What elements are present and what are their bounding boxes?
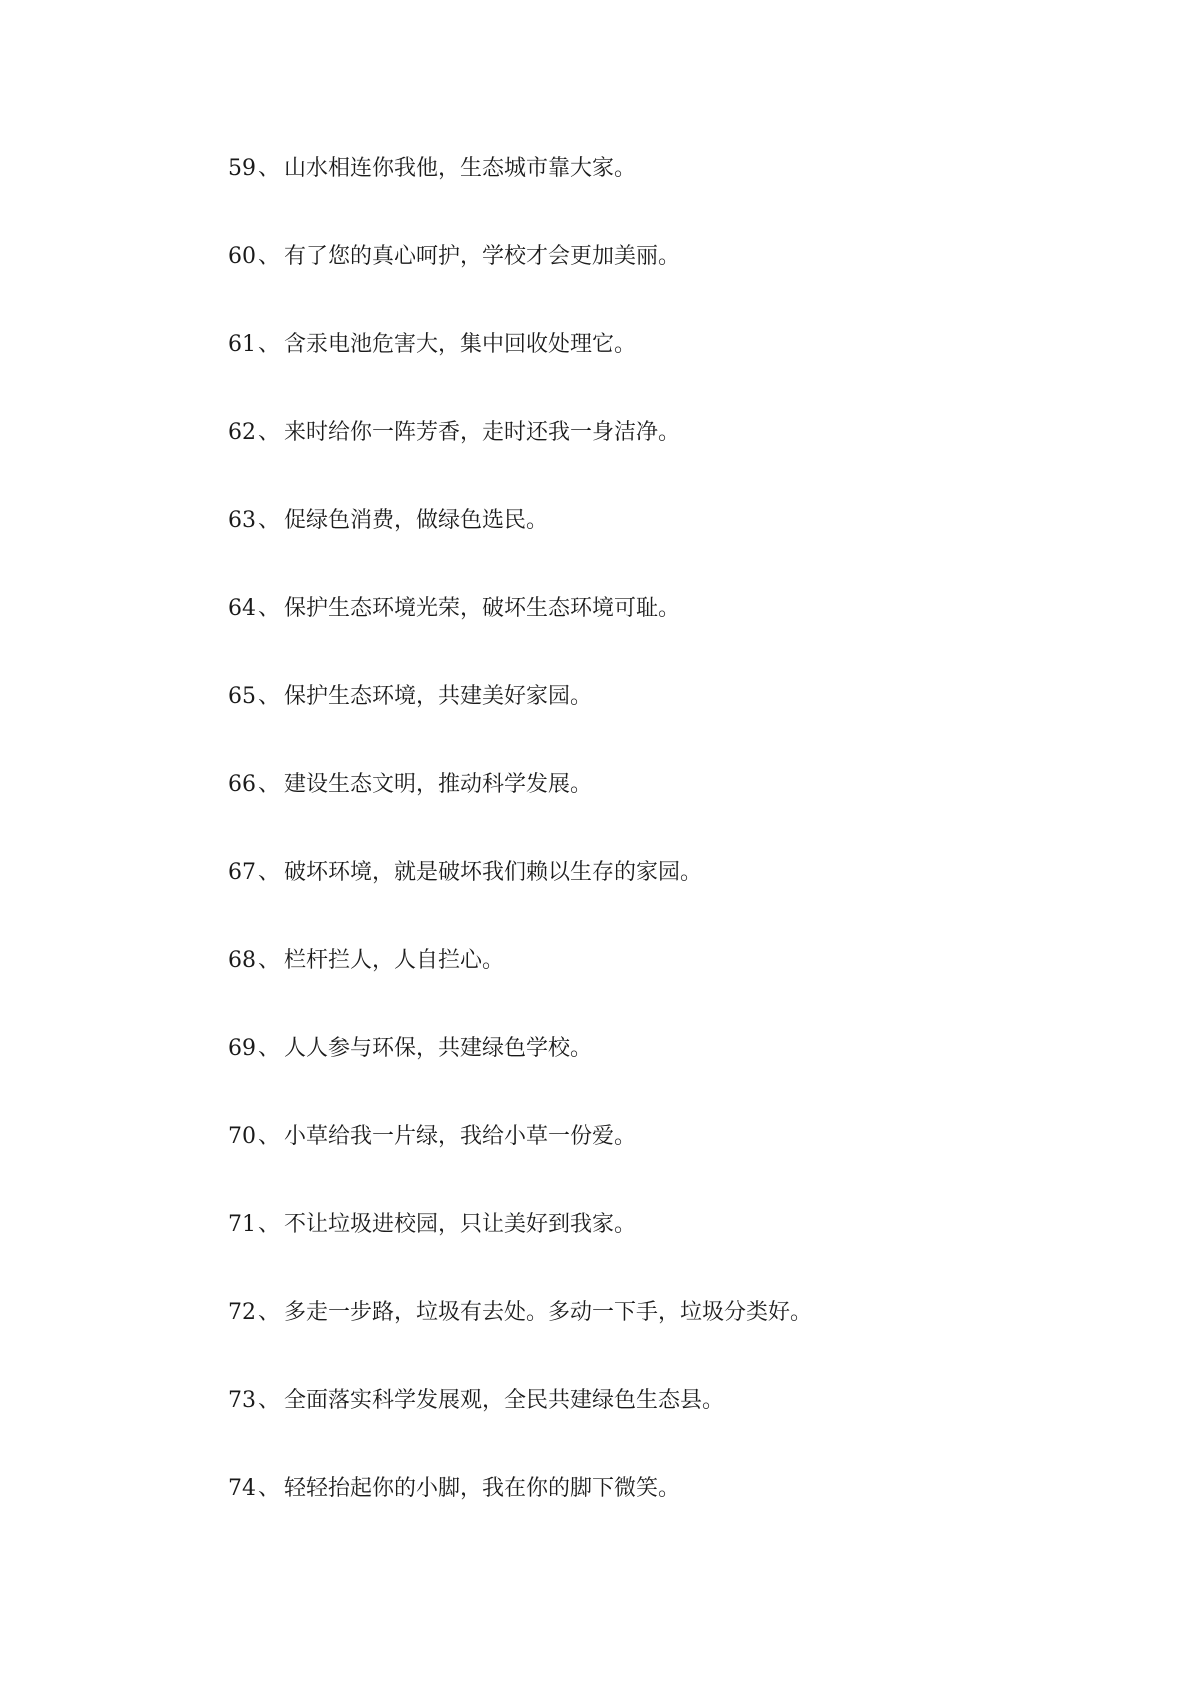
item-separator: 、 [258,156,281,181]
item-separator: 、 [258,420,281,445]
item-text: 全面落实科学发展观，全民共建绿色生态县。 [284,1388,725,1413]
item-number: 69 [228,1036,256,1061]
item-number: 59 [228,156,256,181]
list-item [228,1472,812,1560]
list-item [228,592,812,680]
item-text: 有了您的真心呵护，学校才会更加美丽。 [284,244,681,269]
list-item [228,944,812,1032]
item-separator: 、 [258,948,281,973]
item-number: 67 [228,860,256,885]
item-text: 破坏环境，就是破坏我们赖以生存的家园。 [284,860,703,885]
item-separator: 、 [258,684,281,709]
item-number: 66 [228,772,256,797]
item-text: 栏杆拦人，人自拦心。 [284,948,505,973]
item-separator: 、 [258,772,281,797]
list-item [228,1032,812,1120]
list-item [228,328,812,416]
item-number: 74 [228,1476,256,1501]
list-item [228,152,812,240]
item-number: 70 [228,1124,256,1149]
item-separator: 、 [258,1300,281,1325]
item-number: 64 [228,596,256,621]
item-separator: 、 [258,1476,281,1501]
list-item [228,768,812,856]
item-number: 63 [228,508,256,533]
item-separator: 、 [258,244,281,269]
item-text: 多走一步路，垃圾有去处。多动一下手，垃圾分类好。 [284,1300,813,1325]
slogan-list [228,152,812,1560]
item-separator: 、 [258,1212,281,1237]
item-separator: 、 [258,596,281,621]
item-number: 60 [228,244,256,269]
list-item [228,504,812,592]
item-number: 65 [228,684,256,709]
item-text: 建设生态文明，推动科学发展。 [284,772,593,797]
item-text: 含汞电池危害大，集中回收处理它。 [284,332,637,357]
item-separator: 、 [258,1124,281,1149]
item-separator: 、 [258,332,281,357]
item-text: 来时给你一阵芳香，走时还我一身洁净。 [284,420,681,445]
item-separator: 、 [258,860,281,885]
item-number: 62 [228,420,256,445]
item-number: 71 [228,1212,256,1237]
item-text: 山水相连你我他，生态城市靠大家。 [284,156,637,181]
item-number: 68 [228,948,256,973]
item-text: 轻轻抬起你的小脚，我在你的脚下微笑。 [284,1476,681,1501]
list-item [228,240,812,328]
list-item [228,856,812,944]
list-item [228,1208,812,1296]
item-text: 保护生态环境光荣，破坏生态环境可耻。 [284,596,681,621]
item-separator: 、 [258,1388,281,1413]
list-item [228,1296,812,1384]
item-separator: 、 [258,1036,281,1061]
item-text: 保护生态环境，共建美好家园。 [284,684,593,709]
item-text: 小草给我一片绿，我给小草一份爱。 [284,1124,637,1149]
list-item [228,1384,812,1472]
item-text: 促绿色消费，做绿色选民。 [284,508,549,533]
list-item [228,680,812,768]
item-number: 61 [228,332,256,357]
item-text: 不让垃圾进校园，只让美好到我家。 [284,1212,637,1237]
list-item [228,1120,812,1208]
item-number: 72 [228,1300,256,1325]
item-separator: 、 [258,508,281,533]
item-number: 73 [228,1388,256,1413]
item-text: 人人参与环保，共建绿色学校。 [284,1036,593,1061]
list-item [228,416,812,504]
